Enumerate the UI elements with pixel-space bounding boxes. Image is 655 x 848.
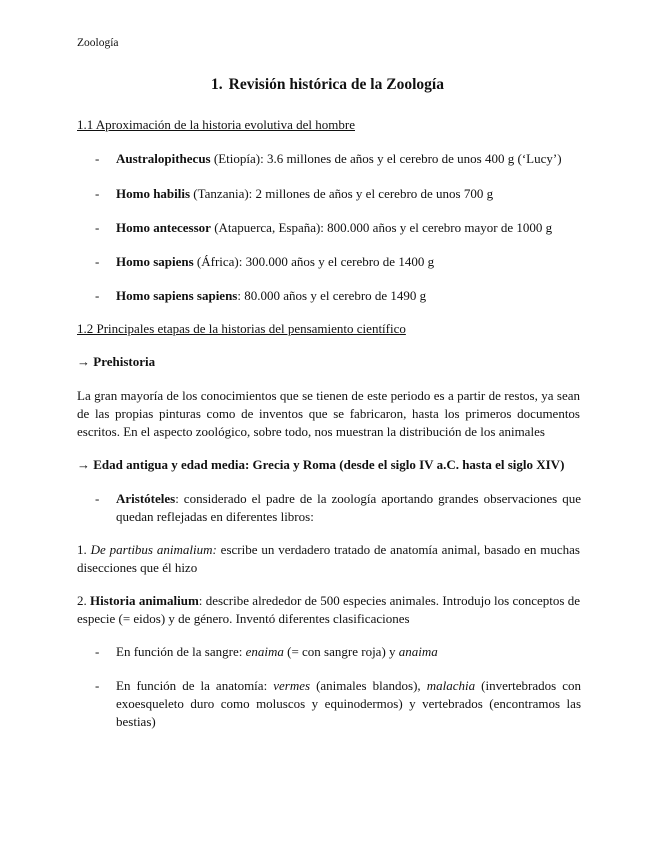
page-title	[0, 76, 655, 94]
subheading-edad-antigua: → Edad antigua y edad media: Grecia y Roma (desde el siglo IV a.C. hasta el siglo XIV)	[77, 457, 565, 472]
term-vermes: vermes	[273, 678, 311, 693]
species-name: Homo sapiens sapiens	[116, 288, 238, 303]
term-malachia: malachia	[426, 678, 476, 693]
book-detail: : describe alrededor de 500 especies animales. Introdujo los conceptos de especie (= eidos) y de género. Inventó diferentes clasificaciones	[77, 593, 581, 626]
species-name: Homo antecessor	[116, 220, 211, 235]
aristoteles-detail: : considerado el padre de la zoología aportando grandes observaciones que quedan reflejadas en diferentes libros:	[116, 491, 581, 524]
term-gloss: (animales blandos),	[310, 678, 427, 693]
item-number: 1.	[77, 542, 91, 557]
term-gloss: (invertebrados con exoesqueleto duro como moluscos y equinodermos) y vertebrados (encontramos las bestias)	[116, 678, 582, 729]
list-item-anatomia	[95, 677, 581, 731]
term-gloss: (= con sangre roja) y	[283, 644, 399, 659]
list-item-aristoteles	[95, 490, 581, 526]
item-number: 2.	[77, 593, 91, 608]
subheading-prehistoria: → Prehistoria	[77, 354, 156, 369]
bullet-dash: -	[95, 491, 100, 506]
species-name: Australopithecus	[116, 151, 211, 166]
list-item	[95, 219, 581, 237]
term-anaima: anaima	[398, 644, 438, 659]
species-detail: (Etiopía): 3.6 millones de años y el cerebro de unos 400 g (‘Lucy’)	[210, 151, 562, 166]
section-heading-1-2: 1.2 Principales etapas de la historias del pensamiento científico	[77, 321, 406, 336]
list-item	[95, 287, 581, 305]
criterion-label: En función de la sangre:	[116, 644, 246, 659]
list-item	[95, 253, 581, 271]
species-detail: (África): 300.000 años y el cerebro de 1400 g	[193, 254, 435, 269]
species-name: Homo sapiens	[116, 254, 194, 269]
bullet-dash: -	[95, 254, 100, 269]
paragraph-prehistoria: La gran mayoría de los conocimientos que se tienen de este periodo es a partir de restos, ya sean de las propias pinturas como de inventos que se fabricaron, hasta los primeros documentos escritos. En el aspecto zoológico, sobre todo, nos muestran la distribución de los animales	[77, 388, 580, 439]
bullet-dash: -	[95, 220, 100, 235]
section-heading-1-1: 1.1 Aproximación de la historia evolutiva del hombre	[77, 117, 355, 132]
species-detail: : 80.000 años y el cerebro de 1490 g	[237, 288, 427, 303]
title-text: Revisión histórica de la Zoología	[228, 76, 444, 93]
list-item	[95, 150, 581, 168]
bullet-dash: -	[95, 678, 100, 693]
term-enaima: enaima	[245, 644, 284, 659]
title-number: 1.	[211, 76, 223, 93]
paragraph-de-partibus	[77, 541, 580, 577]
book-title: De partibus animalium:	[90, 542, 217, 557]
bullet-dash: -	[95, 186, 100, 201]
species-detail: (Tanzania): 2 millones de años y el cerebro de unos 700 g	[190, 186, 494, 201]
criterion-label: En función de la anatomía:	[116, 678, 274, 693]
species-name: Homo habilis	[116, 186, 191, 201]
book-detail: escribe un verdadero tratado de anatomía animal, basado en muchas disecciones que él hizo	[77, 542, 580, 575]
list-item-sangre	[95, 643, 581, 661]
book-title: Historia animalium	[90, 593, 199, 608]
species-detail: (Atapuerca, España): 800.000 años y el cerebro mayor de 1000 g	[210, 220, 553, 235]
bullet-dash: -	[95, 288, 100, 303]
paragraph-historia-animalium	[77, 592, 580, 628]
page-header: Zoología	[77, 37, 119, 49]
bullet-dash: -	[95, 644, 100, 659]
bullet-dash: -	[95, 151, 100, 166]
aristoteles-name: Aristóteles	[116, 491, 176, 506]
list-item	[95, 185, 581, 203]
